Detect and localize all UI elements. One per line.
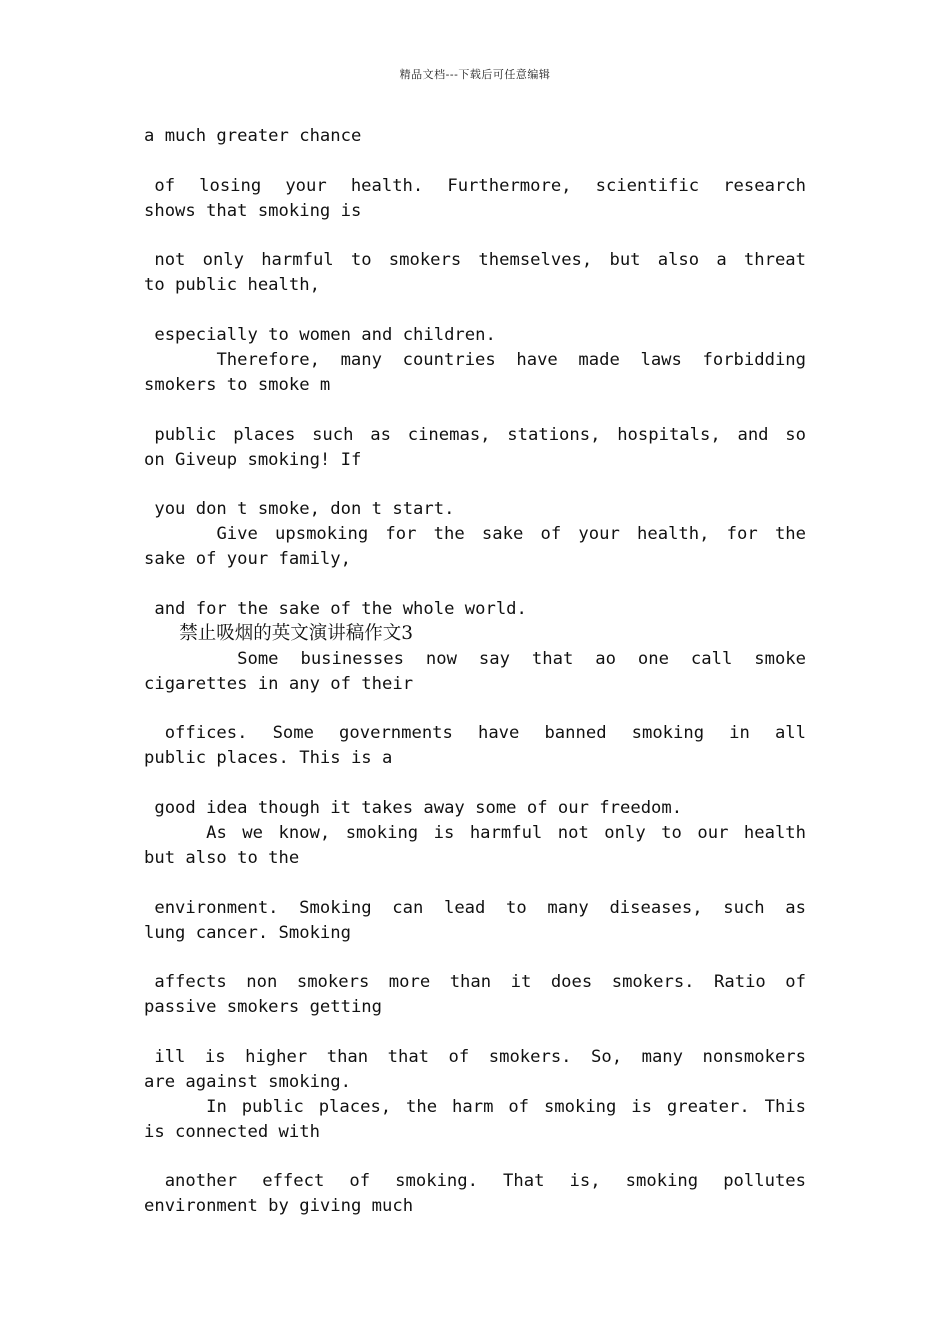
text-line: a much greater chance xyxy=(144,126,362,146)
text-line: In public places, the harm of smoking is greater. This xyxy=(206,1096,806,1117)
text-line: not only harmful to smokers themselves, but also a threat xyxy=(154,250,806,271)
text-line: Give upsmoking for the sake of your health, for the xyxy=(216,524,806,545)
text-line: on Giveup smoking! If xyxy=(144,449,362,470)
text-line: smokers to smoke m xyxy=(144,374,331,395)
text-line: environment by giving much xyxy=(144,1196,414,1217)
text-line xyxy=(144,1145,806,1170)
text-line: are against smoking. xyxy=(144,1071,351,1092)
document-body xyxy=(144,124,806,1219)
text-line xyxy=(144,149,806,174)
text-line: As we know, smoking is harmful not only to our health xyxy=(206,822,806,843)
text-line xyxy=(144,472,806,497)
text-line xyxy=(144,224,806,249)
text-line xyxy=(144,1020,806,1045)
text-line: ill is higher than that of smokers. So, many nonsmokers xyxy=(154,1046,806,1067)
text-line: cigarettes in any of their xyxy=(144,673,414,694)
text-line: public places such as cinemas, stations, hospitals, and so xyxy=(154,424,806,445)
text-line: you don t smoke, don t start. xyxy=(144,499,455,520)
text-line: environment. Smoking can lead to many diseases, such as xyxy=(154,897,806,918)
text-line: another effect of smoking. That is, smoking pollutes xyxy=(164,1171,806,1192)
text-line: but also to the xyxy=(144,847,300,868)
text-line: affects non smokers more than it does smokers. Ratio of xyxy=(154,972,806,993)
text-line xyxy=(144,696,806,721)
text-line: especially to women and children. xyxy=(144,325,496,346)
text-line: passive smokers getting xyxy=(144,997,382,1018)
text-line: and for the sake of the whole world. xyxy=(144,598,527,619)
text-line: offices. Some governments have banned smoking in all xyxy=(164,723,806,744)
text-line: good idea though it takes away some of our freedom. xyxy=(144,798,683,819)
text-line xyxy=(144,871,806,896)
text-line xyxy=(144,771,806,796)
text-line: shows that smoking is xyxy=(144,200,362,221)
text-line: sake of your family, xyxy=(144,549,351,570)
text-line: Therefore, many countries have made laws forbidding xyxy=(216,350,806,371)
text-line: of losing your health. Furthermore, scientific research xyxy=(154,175,806,196)
text-line: is connected with xyxy=(144,1121,320,1142)
text-line: Some businesses now say that ao one call smoke xyxy=(237,648,806,669)
text-line xyxy=(144,398,806,423)
page-header: 精品文档---下载后可任意编辑 xyxy=(399,68,551,81)
text-line: to public health, xyxy=(144,275,320,296)
section-heading: 禁止吸烟的英文演讲稿作文3 xyxy=(144,622,414,644)
text-line xyxy=(144,572,806,597)
text-line: public places. This is a xyxy=(144,748,393,769)
text-line xyxy=(144,945,806,970)
text-line: lung cancer. Smoking xyxy=(144,922,351,943)
text-line xyxy=(144,298,806,323)
